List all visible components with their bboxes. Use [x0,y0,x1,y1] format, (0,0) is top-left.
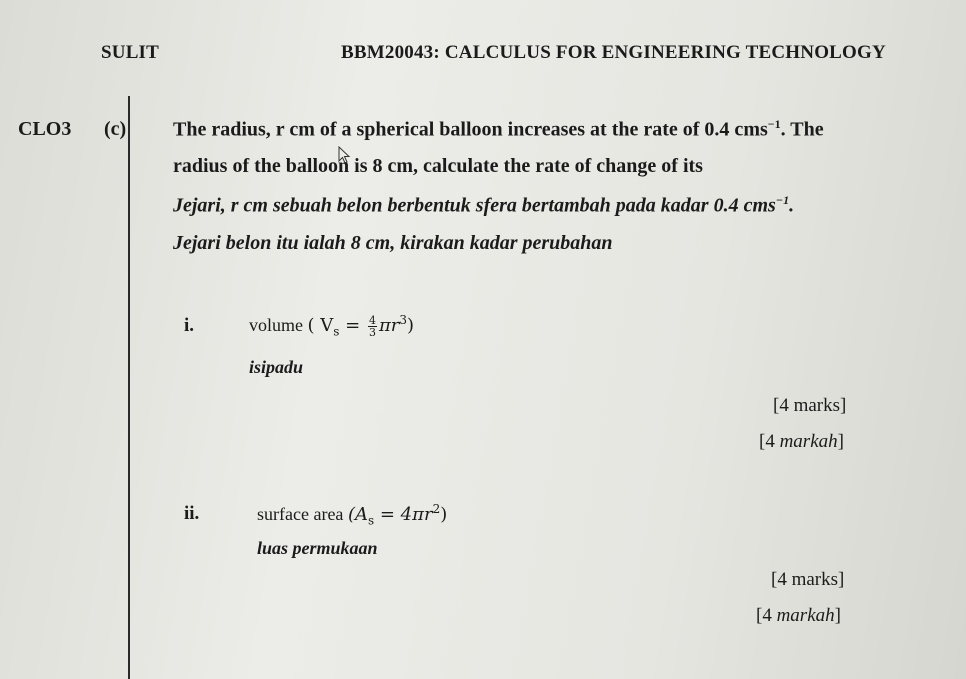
question-ms-exponent: −1 [775,193,790,207]
question-en-line1-text: The radius, r cm of a spherical balloon increases at the rate of 0.4 cms [173,118,768,141]
item-ii-formula-close: ) [440,504,448,525]
question-en-exponent: −1 [767,117,781,131]
question-ms-line2: Jejari belon itu ialah 8 cm, kirakan kadar perubahan [173,232,613,254]
item-i-line [249,313,414,339]
item-ii-marks-en: [4 marks] [771,569,845,590]
item-i-frac-den: 3 [368,325,376,339]
item-ii-formula-eq: = 4πr [374,504,433,525]
item-ii-number: ii. [184,503,200,524]
mouse-cursor-icon [338,146,350,169]
item-ii-formula-exp: 2 [432,502,441,516]
question-en-line2: radius of the balloon is 8 cm, calculate the rate of change of its [173,155,703,177]
item-ii-label: surface area [257,504,344,524]
item-i-formula-close: ) [407,315,415,336]
item-ii-formula [347,502,448,528]
item-ii-line [257,502,447,528]
clo-label: CLO3 [18,118,72,140]
margin-divider [128,96,130,679]
question-ms-line1-end: . [789,194,795,217]
item-i-label: volume [249,315,303,335]
item-i-fraction [368,315,377,338]
question-en-line1 [173,117,824,142]
item-ii-formula-open: (A [347,504,368,525]
item-i-number: i. [184,315,195,336]
header-course-title: BBM20043: CALCULUS FOR ENGINEERING TECHNOLOGY [341,42,886,63]
question-ms-line1-text: Jejari, r cm sebuah belon berbentuk sfera bertambah pada kadar 0.4 cms [173,194,776,217]
question-en-line1-end: . The [780,118,824,141]
part-label: (c) [104,118,127,140]
item-ii-formula-sub: s [367,513,375,528]
item-i-formula-exp: 3 [399,313,408,327]
header-sulit: SULIT [101,42,160,63]
question-ms-line1 [173,193,794,218]
item-i-formula [307,313,415,339]
item-i-formula-open: ( V [307,315,334,336]
item-ii-malay: luas permukaan [257,538,378,558]
item-i-formula-sub: s [333,324,340,339]
item-i-marks-ms: [4 markah] [759,431,844,452]
item-i-malay: isipadu [249,357,304,377]
item-ii-marks-ms: [4 markah] [756,605,841,626]
item-i-formula-rest: πr [378,315,400,336]
item-i-marks-en: [4 marks] [773,395,847,416]
item-i-frac-num: 4 [368,313,376,327]
item-i-formula-eq: = [339,315,366,336]
